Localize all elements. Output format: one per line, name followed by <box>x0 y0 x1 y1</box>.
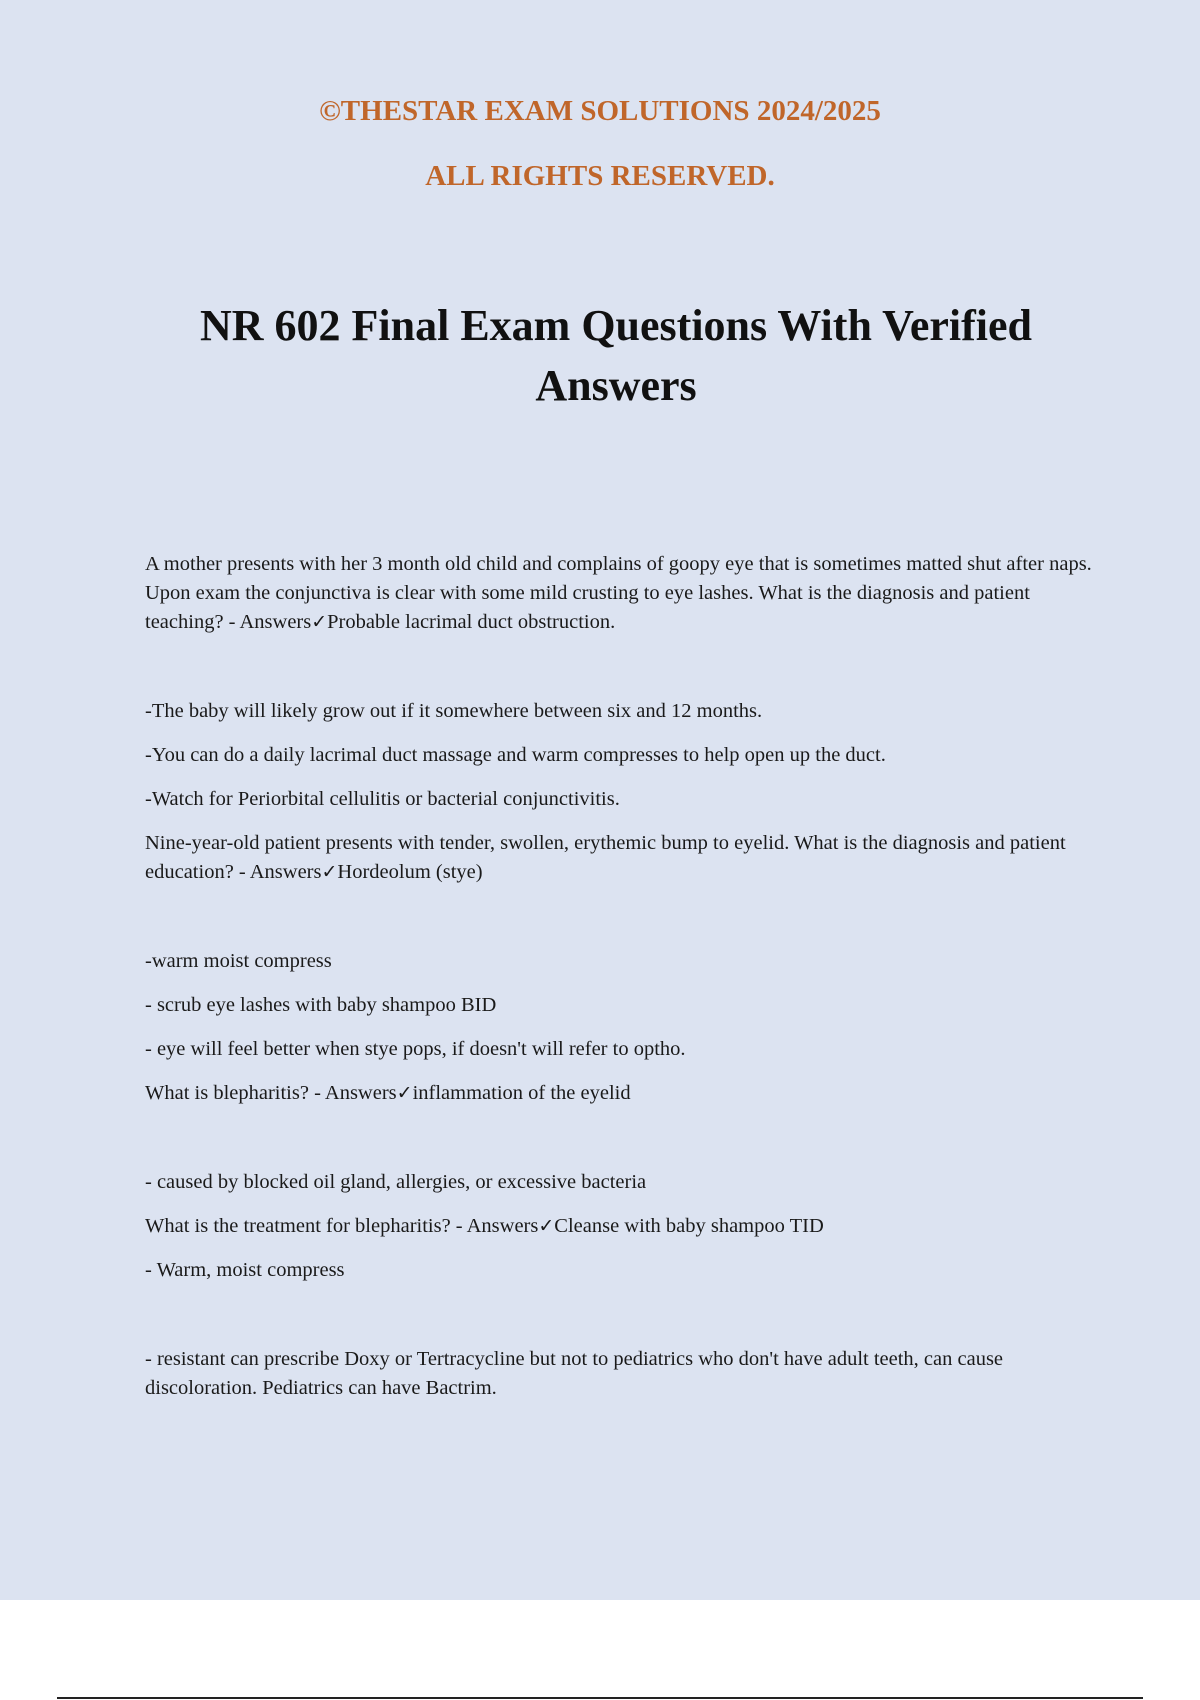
rights-reserved-header: ALL RIGHTS RESERVED. <box>425 160 775 192</box>
check-icon: ✓ <box>311 611 328 633</box>
question-text: A mother presents with her 3 month old child and complains of goopy eye that is sometimes matted shut after naps. Upon exam the conjunctiva is clear with some mild crusting to eye lashes. What is the diagnosis and patient teaching? - Answers <box>145 553 1092 633</box>
question-paragraph <box>145 1212 1095 1241</box>
question-paragraph <box>145 1079 1095 1108</box>
answer-detail-line: - Warm, moist compress <box>145 1259 345 1281</box>
document-title: NR 602 Final Exam Questions With Verified Answers <box>199 301 1033 410</box>
check-icon: ✓ <box>396 1082 413 1104</box>
check-icon: ✓ <box>538 1215 555 1237</box>
question-text: What is the treatment for blepharitis? - Answers <box>145 1215 539 1237</box>
copyright-header: ©THESTAR EXAM SOLUTIONS 2024/2025 <box>319 95 881 127</box>
answer-text: inflammation of the eyelid <box>412 1082 631 1104</box>
question-paragraph <box>145 550 1095 637</box>
page-divider <box>57 1697 1143 1699</box>
answer-detail-line: - resistant can prescribe Doxy or Tertracycline but not to pediatrics who don't have adult teeth, can cause discoloration. Pediatrics can have Bactrim. <box>145 1348 1004 1399</box>
answer-detail-line: -warm moist compress <box>145 950 332 972</box>
answer-text: Hordeolum (stye) <box>337 861 483 883</box>
answer-detail-line: -You can do a daily lacrimal duct massage and warm compresses to help open up the duct. <box>145 744 886 766</box>
answer-detail-line: -The baby will likely grow out if it somewhere between six and 12 months. <box>145 700 763 722</box>
answer-text: Cleanse with baby shampoo TID <box>554 1215 824 1237</box>
document-body <box>145 550 1095 1403</box>
question-text: Nine-year-old patient presents with tender, swollen, erythemic bump to eyelid. What is the diagnosis and patient education? - Answers <box>145 832 1066 883</box>
check-icon: ✓ <box>321 861 338 883</box>
answer-detail-line: -Watch for Periorbital cellulitis or bacterial conjunctivitis. <box>145 788 620 810</box>
question-paragraph <box>145 829 1095 887</box>
answer-text: Probable lacrimal duct obstruction. <box>327 611 616 633</box>
question-text: What is blepharitis? - Answers <box>145 1082 397 1104</box>
answer-detail-line: - scrub eye lashes with baby shampoo BID <box>145 994 497 1016</box>
answer-detail-line: - caused by blocked oil gland, allergies, or excessive bacteria <box>145 1171 647 1193</box>
answer-detail-line: - eye will feel better when stye pops, if doesn't will refer to optho. <box>145 1038 686 1060</box>
